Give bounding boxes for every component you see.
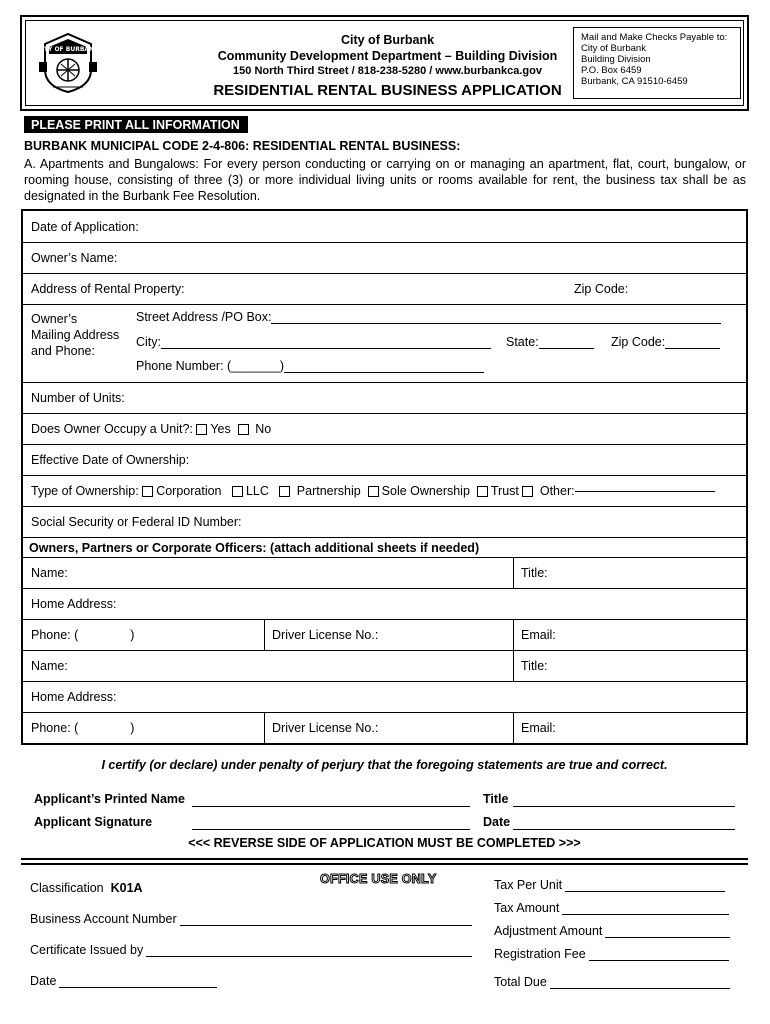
office-use-title: OFFICE USE ONLY	[320, 872, 437, 886]
city-name: City of Burbank	[340, 33, 435, 47]
officer-phone-row	[23, 619, 746, 650]
officer-phone-field[interactable]	[23, 713, 264, 743]
phone-number-label: Phone Number:	[136, 359, 224, 373]
number-of-units-row[interactable]	[23, 382, 746, 413]
print-banner: PLEASE PRINT ALL INFORMATION	[24, 116, 248, 133]
total-due-label: Total Due	[494, 975, 547, 989]
officer-title-label: Title:	[521, 566, 548, 580]
ownership-type-label: Type of Ownership:	[31, 484, 139, 498]
state-line[interactable]	[539, 348, 594, 349]
mailing-zip-field[interactable]	[611, 335, 720, 349]
phone-parens: (_______)	[227, 359, 285, 373]
tax-amount-line[interactable]	[562, 914, 729, 915]
mailing-label: Mailing Address	[31, 328, 120, 342]
ownership-type-row	[23, 475, 746, 506]
city-field[interactable]	[136, 335, 491, 349]
business-account-field[interactable]	[30, 912, 472, 926]
officers-header: Owners, Partners or Corporate Officers: (attach additional sheets if needed)	[29, 540, 480, 555]
tax-per-unit-field[interactable]	[494, 878, 725, 892]
tax-per-unit-line[interactable]	[565, 891, 725, 892]
total-due-field[interactable]	[494, 975, 730, 989]
officer-license-field[interactable]	[264, 713, 378, 743]
registration-fee-label: Registration Fee	[494, 947, 586, 961]
mailing-zip-label: Zip Code:	[611, 335, 666, 349]
adjustment-amount-field[interactable]	[494, 924, 730, 938]
other-checkbox[interactable]	[522, 486, 533, 497]
effective-date-row[interactable]	[23, 444, 746, 475]
effective-date-label: Effective Date of Ownership:	[31, 453, 190, 467]
date-of-application-row[interactable]	[23, 211, 746, 242]
officer-home-address-row[interactable]	[23, 588, 746, 619]
trust-checkbox[interactable]	[477, 486, 488, 497]
corporation-label: Corporation	[156, 484, 222, 498]
department-address: 150 North Third Street / 818-238-5280 / www.burbankca.gov	[233, 65, 542, 77]
officer-home-address-label: Home Address:	[31, 597, 117, 611]
street-field[interactable]	[136, 310, 721, 324]
mailing-label: Owner’s	[31, 312, 78, 326]
business-account-line[interactable]	[180, 925, 472, 926]
certificate-issued-field[interactable]	[30, 943, 472, 957]
officer-phone-field[interactable]	[23, 620, 264, 650]
other-label: Other:	[539, 484, 575, 498]
header-title-block	[205, 32, 570, 101]
cert-date-line[interactable]	[513, 816, 735, 830]
divider-line	[21, 858, 748, 860]
municipal-code-text: A. Apartments and Bungalows: For every person conducting or carrying on or managing an apartment, flat, court, bungalow, or rooming house, consisting of three (3) or more individual living units or rooms available for rent, the business tax shall be as designated in the Burbank Fee Resolution.	[24, 157, 746, 203]
officer-license-field[interactable]	[264, 620, 378, 650]
divider-line	[21, 863, 748, 865]
signature-line[interactable]	[192, 816, 470, 830]
officer-license-label: Driver License No.:	[272, 721, 379, 735]
classification-field	[30, 881, 143, 895]
mail-line: P.O. Box 6459	[581, 65, 642, 76]
sole-ownership-checkbox[interactable]	[368, 486, 379, 497]
mail-line: Mail and Make Checks Payable to:	[581, 32, 728, 43]
sole-ownership-label: Sole Ownership	[381, 484, 470, 498]
municipal-code-title: BURBANK MUNICIPAL CODE 2-4-806: RESIDENTIAL RENTAL BUSINESS:	[24, 139, 461, 153]
tax-amount-label: Tax Amount	[494, 901, 560, 915]
owner-occupy-row	[23, 413, 746, 444]
no-checkbox[interactable]	[238, 424, 249, 435]
city-line[interactable]	[161, 348, 491, 349]
officer-name-row	[23, 557, 746, 588]
office-date-line[interactable]	[59, 987, 217, 988]
state-label: State:	[506, 335, 539, 349]
officer-home-address-row[interactable]	[23, 681, 746, 712]
officer-email-label: Email:	[521, 721, 556, 735]
classification-value: K01A	[110, 881, 143, 895]
tax-per-unit-label: Tax Per Unit	[494, 878, 563, 892]
officer-title-field[interactable]	[513, 558, 548, 588]
officer-phone-label: Phone: (	[31, 628, 79, 642]
ssn-row[interactable]	[23, 506, 746, 537]
cert-title-line[interactable]	[513, 793, 735, 807]
city-seal-icon	[37, 30, 99, 96]
registration-fee-field[interactable]	[494, 947, 729, 961]
officer-name-label: Name:	[31, 566, 68, 580]
owners-name-row[interactable]	[23, 242, 746, 273]
phone-number-field[interactable]	[136, 359, 484, 373]
officer-email-field[interactable]	[513, 713, 556, 743]
officer-home-address-label: Home Address:	[31, 690, 117, 704]
ssn-label: Social Security or Federal ID Number:	[31, 515, 242, 529]
llc-label: LLC	[245, 484, 269, 498]
officer-name-field[interactable]	[23, 651, 513, 681]
other-line[interactable]	[575, 491, 715, 492]
officer-phone-label: Phone: (	[31, 721, 79, 735]
owner-occupy-label: Does Owner Occupy a Unit?:	[31, 422, 193, 436]
office-date-field[interactable]	[30, 974, 217, 988]
llc-checkbox[interactable]	[232, 486, 243, 497]
officer-name-field[interactable]	[23, 558, 513, 588]
department-name: Community Development Department – Building Division	[217, 49, 558, 63]
street-line[interactable]	[271, 323, 721, 324]
mail-line: Burbank, CA 91510-6459	[581, 76, 688, 87]
office-date-label: Date	[30, 974, 57, 988]
partnership-label: Partnership	[296, 484, 361, 498]
number-of-units-label: Number of Units:	[31, 391, 125, 405]
officer-email-field[interactable]	[513, 620, 556, 650]
mail-to-box	[573, 27, 741, 99]
phone-number-line[interactable]	[284, 372, 484, 373]
mailing-zip-line[interactable]	[665, 348, 720, 349]
application-form	[21, 209, 748, 745]
officer-license-label: Driver License No.:	[272, 628, 379, 642]
yes-checkbox[interactable]	[196, 424, 207, 435]
rental-address-label: Address of Rental Property:	[31, 282, 185, 296]
cert-title-label: Title	[483, 792, 509, 806]
mail-line: City of Burbank	[581, 43, 646, 54]
registration-fee-line[interactable]	[589, 960, 729, 961]
street-label: Street Address /PO Box:	[136, 310, 272, 324]
officer-phone-row	[23, 712, 746, 743]
total-due-line[interactable]	[550, 988, 730, 989]
officer-title-label: Title:	[521, 659, 548, 673]
officer-email-label: Email:	[521, 628, 556, 642]
printed-name-line[interactable]	[192, 793, 470, 807]
mailing-label: and Phone:	[31, 344, 95, 358]
corporation-checkbox[interactable]	[142, 486, 153, 497]
rental-address-row[interactable]	[23, 273, 746, 304]
city-label: City:	[136, 335, 161, 349]
phone-close-paren: )	[130, 628, 135, 642]
adjustment-amount-line[interactable]	[605, 937, 730, 938]
cert-date-label: Date	[483, 815, 511, 829]
certificate-issued-label: Certificate Issued by	[30, 943, 144, 957]
yes-label: Yes	[210, 422, 231, 436]
no-label: No	[255, 422, 272, 436]
officer-name-label: Name:	[31, 659, 68, 673]
tax-amount-field[interactable]	[494, 901, 729, 915]
officer-title-field[interactable]	[513, 651, 548, 681]
printed-name-label: Applicant’s Printed Name	[34, 792, 185, 806]
officers-header-row	[23, 537, 746, 557]
trust-label: Trust	[490, 484, 519, 498]
owners-name-label: Owner’s Name:	[31, 251, 118, 265]
classification-label: Classification	[30, 881, 104, 895]
partnership-checkbox[interactable]	[279, 486, 290, 497]
svg-text:CITY OF BURBANK: CITY OF BURBANK	[37, 46, 99, 53]
adjustment-amount-label: Adjustment Amount	[494, 924, 603, 938]
form-title: RESIDENTIAL RENTAL BUSINESS APPLICATION	[213, 82, 562, 99]
mailing-address-row	[23, 304, 746, 382]
reverse-side-notice: <<< REVERSE SIDE OF APPLICATION MUST BE COMPLETED >>>	[188, 836, 581, 850]
rental-zip-label: Zip Code:	[574, 282, 629, 296]
business-account-label: Business Account Number	[30, 912, 177, 926]
phone-close-paren: )	[130, 721, 135, 735]
state-field[interactable]	[506, 335, 594, 349]
certification-statement: I certify (or declare) under penalty of perjury that the foregoing statements are true and correct.	[101, 758, 668, 772]
certificate-issued-line[interactable]	[146, 956, 472, 957]
signature-label: Applicant Signature	[34, 815, 153, 829]
mail-line: Building Division	[581, 54, 651, 65]
date-of-application-label: Date of Application:	[31, 219, 139, 234]
officer-name-row	[23, 650, 746, 681]
